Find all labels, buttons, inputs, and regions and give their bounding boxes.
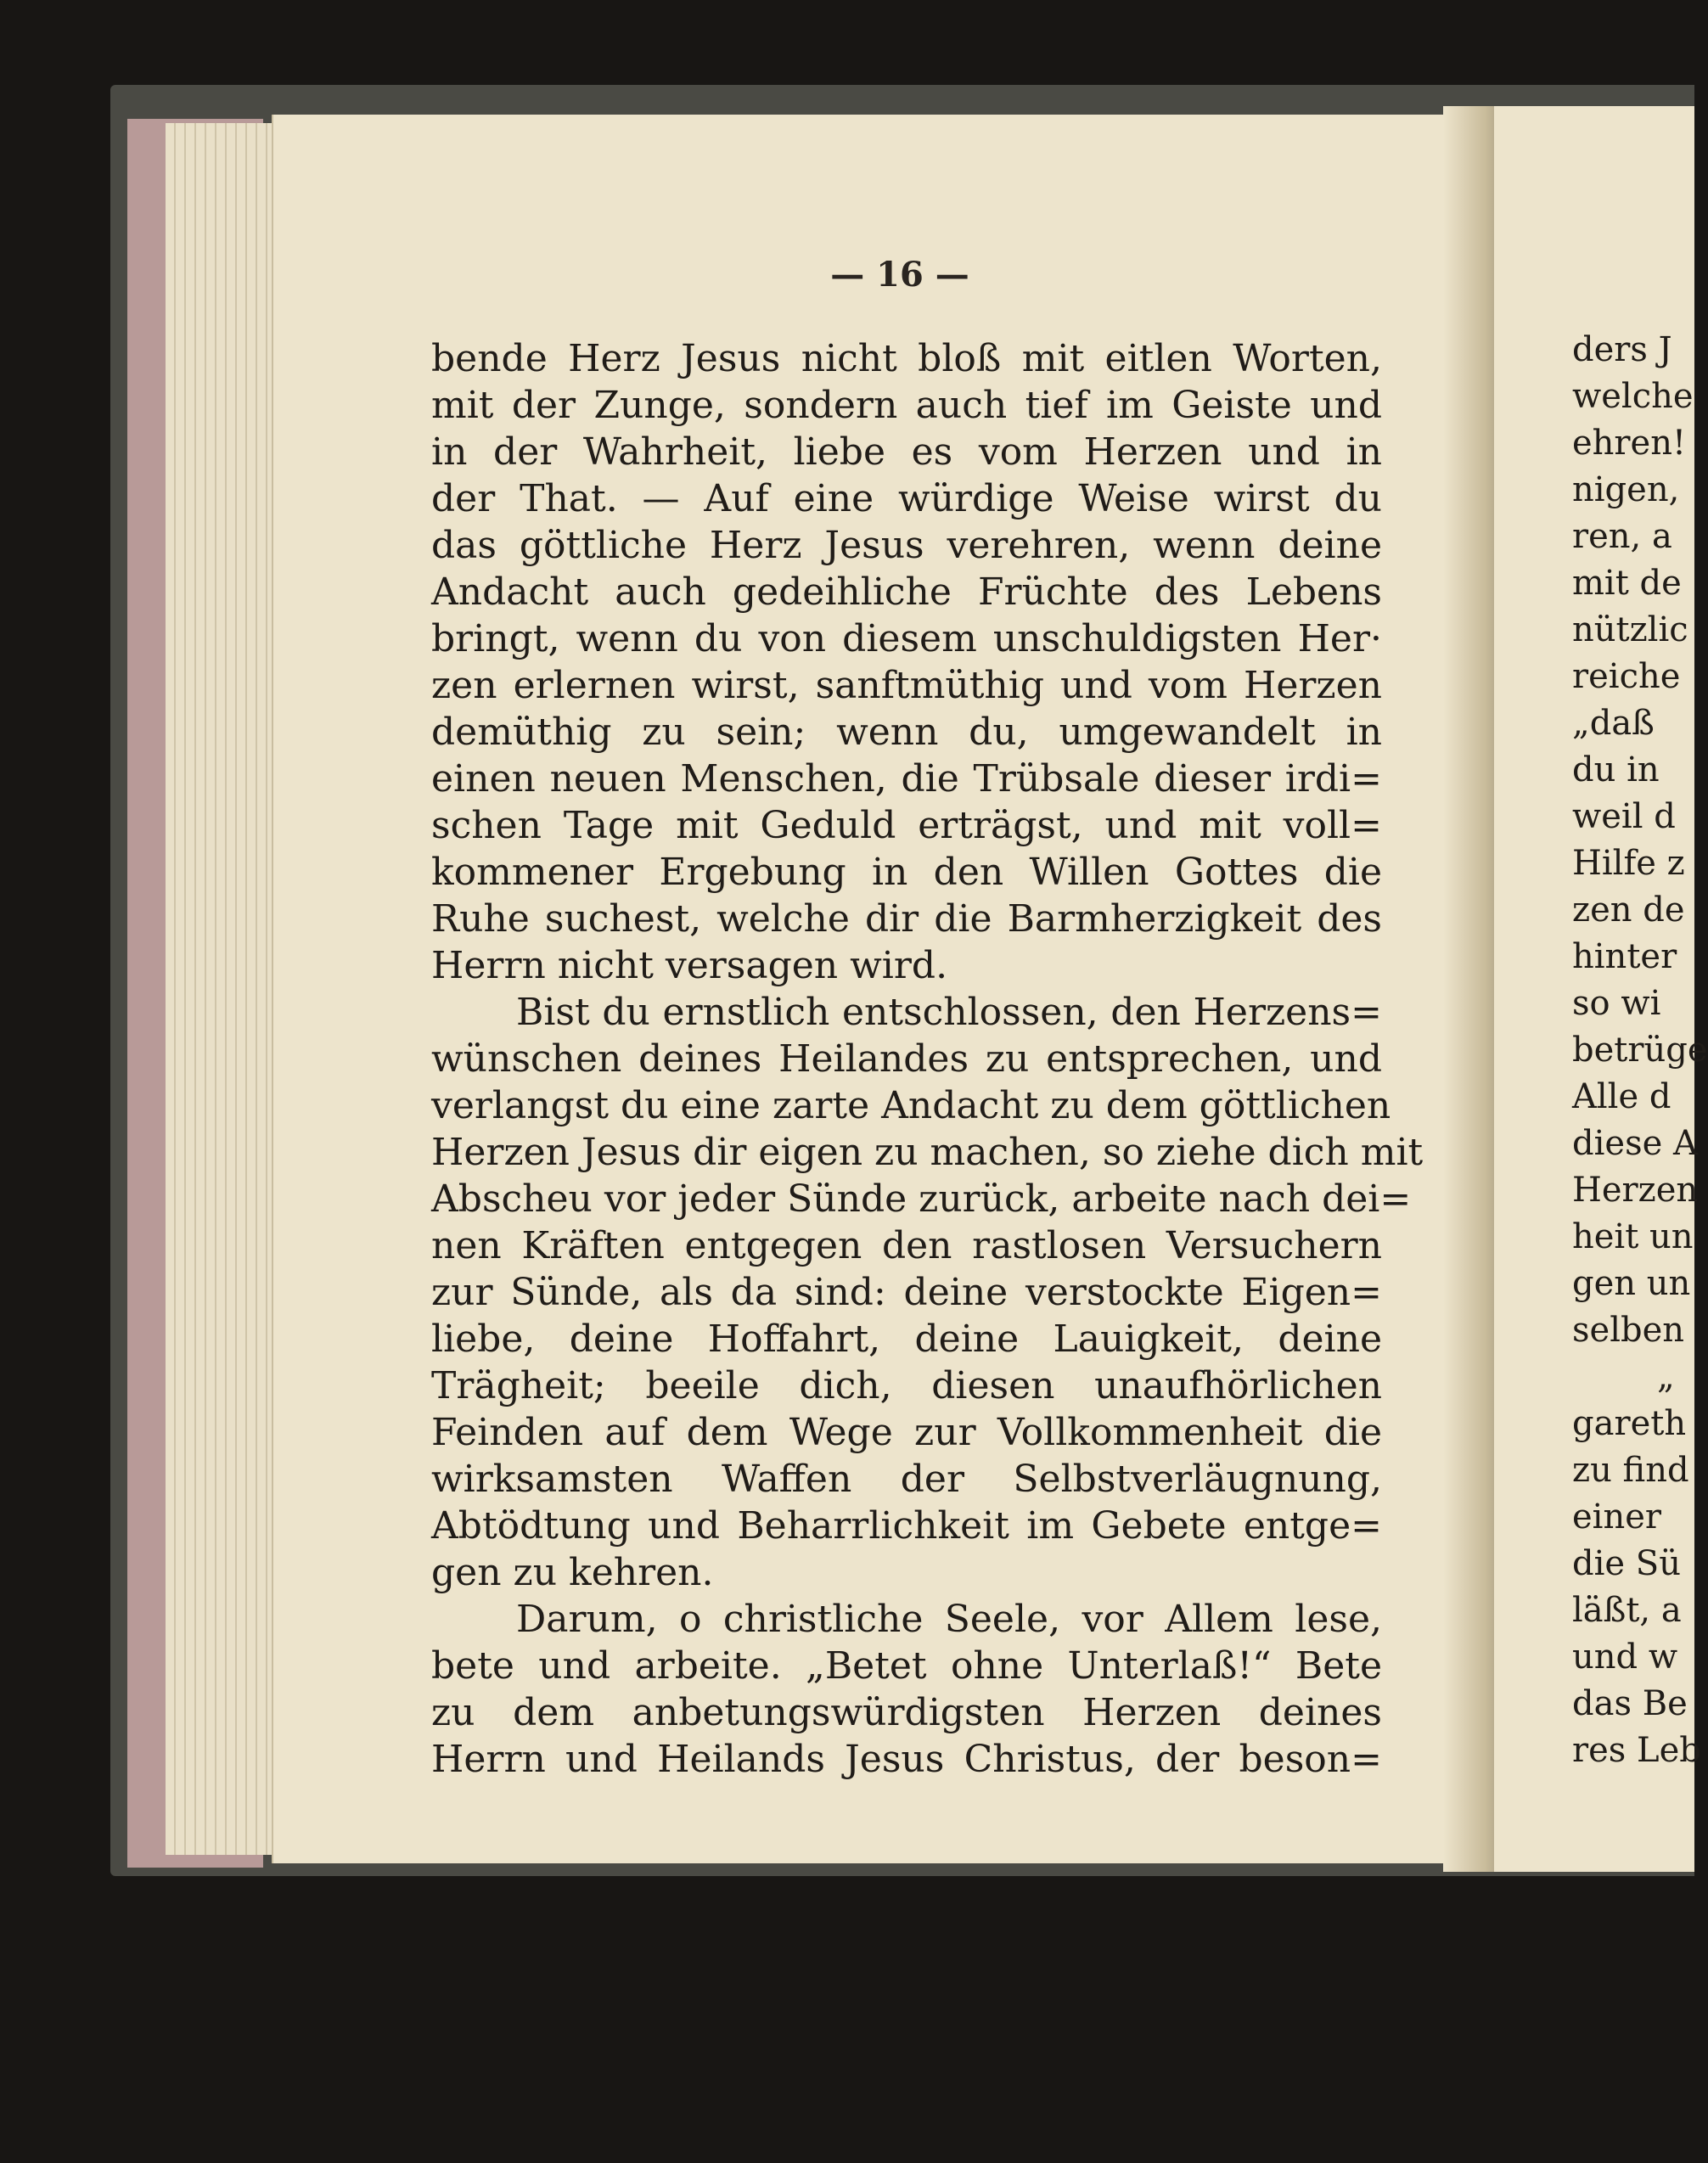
text-line: zu dem anbetungswürdigsten Herzen deines xyxy=(431,1691,1382,1734)
text-line: nützlic xyxy=(1572,610,1688,649)
text-line: betrüge xyxy=(1572,1031,1708,1070)
text-line: „daß xyxy=(1572,704,1655,743)
text-line: kommener Ergebung in den Willen Gottes die xyxy=(431,851,1382,894)
text-line: die Sü xyxy=(1572,1544,1681,1583)
paragraph xyxy=(431,1596,1382,1783)
text-line: „ xyxy=(1657,1357,1675,1396)
text-line: verlangst du eine zarte Andacht zu dem göttlichen xyxy=(431,1084,1391,1127)
text-line: zen de xyxy=(1572,890,1685,930)
text-line: das göttliche Herz Jesus verehren, wenn deine xyxy=(431,524,1382,567)
text-line: wirksamsten Waffen der Selbstverläugnung, xyxy=(431,1458,1382,1501)
paragraph xyxy=(431,335,1382,989)
text-line: du in xyxy=(1572,750,1660,789)
text-line: Alle d xyxy=(1572,1077,1671,1116)
text-line: Herrn und Heilands Jesus Christus, der beson= xyxy=(431,1738,1382,1781)
text-line: hinter xyxy=(1572,937,1677,976)
text-line: ren, a xyxy=(1572,517,1672,556)
text-line: mit der Zunge, sondern auch tief im Geiste und xyxy=(431,384,1382,427)
text-line: zur Sünde, als da sind: deine verstockte Eigen= xyxy=(431,1271,1382,1314)
text-line: wünschen deines Heilandes zu entsprechen, und xyxy=(431,1037,1382,1081)
text-line: Herrn nicht versagen wird. xyxy=(431,944,948,987)
text-line: gareth xyxy=(1572,1404,1687,1443)
text-line: läßt, a xyxy=(1572,1591,1682,1630)
text-line: bete und arbeite. „Betet ohne Unterlaß!“ Bete xyxy=(431,1644,1382,1688)
text-line: Andacht auch gedeihliche Früchte des Lebens xyxy=(431,570,1382,614)
text-line: das Be xyxy=(1572,1684,1688,1723)
text-line: selben xyxy=(1572,1311,1685,1350)
text-line: weil d xyxy=(1572,797,1676,836)
text-line: in der Wahrheit, liebe es vom Herzen und in xyxy=(431,430,1382,474)
text-line: Herzen Jesus dir eigen zu machen, so ziehe dich mit xyxy=(431,1131,1424,1174)
page-number-header: — 16 — xyxy=(830,255,969,295)
text-line: einer xyxy=(1572,1497,1662,1537)
left-page-text xyxy=(431,335,1424,1781)
text-line: einen neuen Menschen, die Trübsale dieser irdi= xyxy=(431,757,1382,801)
text-line: Abtödtung und Beharrlichkeit im Gebete entge= xyxy=(431,1504,1382,1548)
text-line: Ruhe suchest, welche dir die Barmherzigkeit des xyxy=(431,897,1382,941)
text-line: Abscheu vor jeder Sünde zurück, arbeite nach dei= xyxy=(431,1177,1412,1221)
text-line: mit de xyxy=(1572,564,1682,603)
text-line: so wi xyxy=(1572,984,1661,1023)
text-line: zu find xyxy=(1572,1451,1689,1490)
page-stack-edge xyxy=(166,123,284,1855)
text-line: der That. — Auf eine würdige Weise wirst du xyxy=(431,477,1382,520)
text-line: und w xyxy=(1572,1638,1678,1677)
paragraph xyxy=(431,989,1424,1596)
text-line: welche xyxy=(1572,377,1694,416)
text-line: Feinden auf dem Wege zur Vollkommenheit die xyxy=(431,1411,1382,1454)
text-line: res Leb xyxy=(1572,1731,1701,1770)
right-page-text xyxy=(1572,327,1708,1770)
text-line: schen Tage mit Geduld erträgst, und mit voll= xyxy=(431,804,1382,847)
text-line: ehren! xyxy=(1572,424,1687,463)
text-line: Bist du ernstlich entschlossen, den Herzens= xyxy=(516,991,1382,1034)
text-line: Trägheit; beeile dich, diesen unaufhörlichen xyxy=(431,1364,1382,1407)
text-line: heit un xyxy=(1572,1217,1694,1256)
text-line: bringt, wenn du von diesem unschuldigsten Her· xyxy=(431,617,1382,660)
text-line: liebe, deine Hoffahrt, deine Lauigkeit, deine xyxy=(431,1317,1382,1361)
text-line: zen erlernen wirst, sanftmüthig und vom Herzen xyxy=(431,664,1382,707)
text-line: nen Kräften entgegen den rastlosen Versuchern xyxy=(431,1224,1382,1267)
text-line: Herzen xyxy=(1572,1171,1699,1210)
text-line: diese A xyxy=(1572,1124,1698,1163)
text-line: demüthig zu sein; wenn du, umgewandelt in xyxy=(431,711,1382,754)
text-line: Hilfe z xyxy=(1572,844,1685,883)
text-line: nigen, xyxy=(1572,470,1680,509)
text-line: gen un xyxy=(1572,1264,1691,1303)
text-line: Darum, o christliche Seele, vor Allem lese, xyxy=(516,1598,1382,1641)
text-line: reiche xyxy=(1572,657,1681,696)
text-line: ders J xyxy=(1572,330,1672,369)
text-line: gen zu kehren. xyxy=(431,1551,714,1594)
text-line: bende Herz Jesus nicht bloß mit eitlen Worten, xyxy=(431,337,1382,380)
